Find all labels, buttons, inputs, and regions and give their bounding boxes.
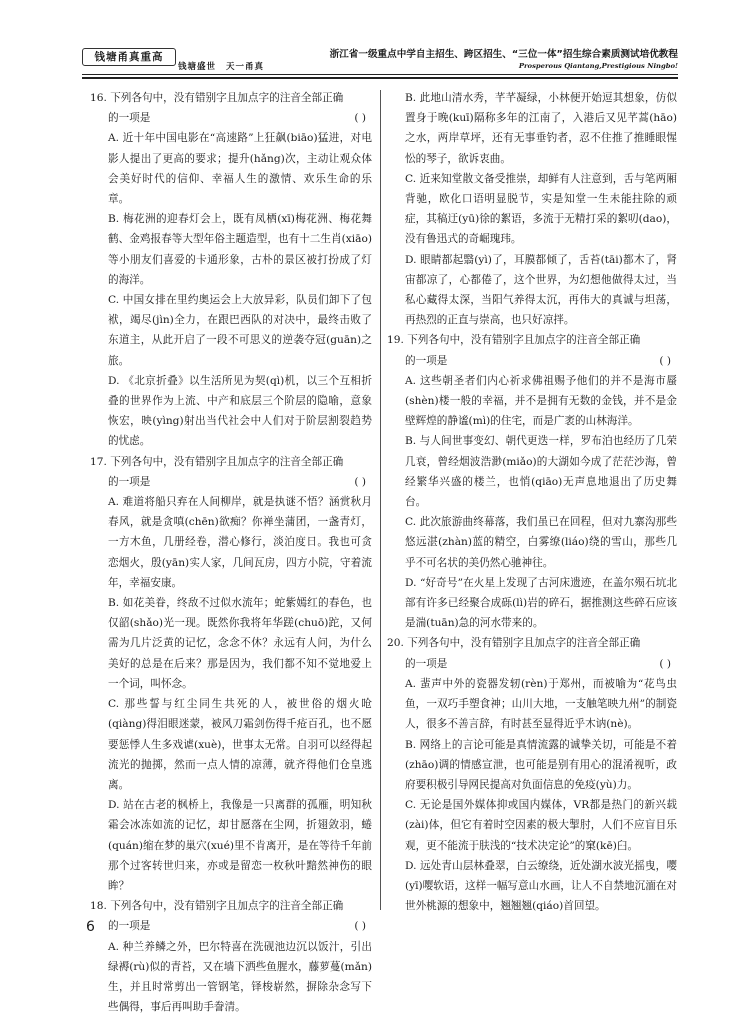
page-header [82, 44, 678, 74]
question-stem-cont: 的一项是 [405, 354, 448, 367]
header-rule-thin [82, 74, 678, 75]
slogan-part-a: 钱塘盛世 [178, 62, 217, 72]
option-b: B. 与人间世事变幻、朝代更迭一样，罗布泊也经历了几荣几衰，曾经烟波浩渺(miǎo)的大湖如今成了茫茫沙海，曾经繁华兴盛的楼兰，也悄(qiāo)无声息地退出了历史舞台。 [405, 435, 677, 509]
option-a: A. 蜚声中外的瓷器发轫(rèn)于郑州，而被喻为“花鸟虫鱼，一双巧手塑食神；山川大地，一支触笔映九州”的制瓷人，很多不善言辞，有时甚至显得近乎木讷(nè)。 [405, 677, 677, 731]
question-20 [387, 633, 677, 916]
question-17 [90, 452, 372, 896]
series-logo: 钱塘甬真重高 [82, 48, 176, 66]
question-stem-cont: 的一项是 [108, 475, 151, 488]
option-a: A. 近十年中国电影在“高速路”上狂飙(biāo)猛进，对电影人提出了更高的要求；提升(hǎng)次，主动让观众体会美好时代的信仰、幸福人生的激情、欢乐生命的乐章。 [108, 132, 372, 206]
option-b: B. 网络上的言论可能是真情流露的诚挚关切，可能是不着(zhāo)调的情感宣泄，也可能是别有用心的混淆视听，政府要积极引导网民提高对负面信息的免疫(yù)力。 [405, 738, 677, 791]
question-stem-cont: 的一项是 [108, 112, 151, 125]
option-a: A. 种兰养鳞之外，巴尔特喜在洗砚池边沉以饭汁，引出绿褥(rù)似的青苔，又在墙下洒些鱼腥水，藤萝蔓(mǎn)生，并且时常剪出一管钢笔，铎梭崭然，摒除杂念写下些偶得，事后再叫助手誊清。 [108, 940, 372, 1014]
option-c: C. 无论是国外媒体抑或国内媒体，VR都是热门的新兴载(zài)体，但它有着时空因素的极大掣肘，人们不应盲目乐观，更不能流于肤浅的“技术决定论”的窠(kē)臼。 [405, 799, 677, 852]
option-a: A. 难道将船只弃在人间柳岸，就是执谜不悟？涵赏秋月春风，就是贪嗔(chēn)欲痴？你禅坐蒲团，一盏青灯，一方木鱼，几册经卷，潜心修行，淡泊度日。我也可贪恋烟火，殷(yān)实人家，几间瓦房，四方小院，守着流年，幸福安康。 [108, 496, 372, 589]
option-b: B. 如花美眷，终敌不过似水流年；蛇紫嫣红的春色，也仅韶(shǎo)光一现。既然你我将年华蹉(chuō)跎，又何需为几片泛黄的记忆，念念不休？永远有人问，为什么美好的总是在后来？那是因为，我们都不知不觉地爱上一个词，叫怀念。 [108, 597, 372, 690]
option-c: C. 中国女排在里约奥运会上大放异彩，队员们卸下了包袱，竭尽(jìn)全力，在跟巴西队的对决中，最终击败了东道主，从此开启了一段不可思义的逆袭夺冠(guān)之旅。 [108, 294, 372, 367]
answer-blank: ( ) [354, 112, 366, 125]
question-stem: 19. 下列各句中，没有错别字且加点字的注音全部正确 [387, 334, 641, 347]
answer-blank: ( ) [354, 475, 366, 488]
question-stem: 20. 下列各句中，没有错别字且加点字的注音全部正确 [387, 637, 641, 650]
series-slogan [178, 60, 264, 72]
option-d: D. “好奇号”在火星上发现了古河床遗迹，在盖尔殒石坑北部有许多已经聚合成砾(lì)岩的碎石，据推测这些碎石应该是湍(tuān)急的河水带来的。 [405, 576, 677, 630]
option-d: D. 《北京折叠》以生活所见为契(qì)机，以三个互相折叠的世界作为上流、中产和底层三个阶层的隐喻，意象恢宏，映(yìng)射出当代社会中人们对于阶层割裂趋势的忧虑。 [108, 374, 372, 448]
column-divider [380, 90, 381, 910]
header-rule-thick [82, 77, 678, 79]
option-a: A. 这些朝圣者们内心祈求佛祖赐予他们的并不是海市蜃(shèn)楼一般的幸福，并不是拥有无数的金钱，并不是金壁辉煌的静谧(mì)的住宅，而是广袤的山林海洋。 [405, 374, 677, 428]
question-18-continued [387, 88, 677, 330]
slogan-part-b: 天一甬真 [226, 62, 265, 72]
answer-blank: ( ) [659, 657, 671, 670]
question-stem: 17. 下列各句中，没有错别字且加点字的注音全部正确 [90, 455, 344, 468]
option-d: D. 站在古老的枫桥上，我像是一只离群的孤雁，明知秋霜会冰冻如流的记忆，却甘愿落在尘网，折翅敛羽，蜷(quán)缩在梦的巢穴(xué)里不肯离开，是在等待千年前那个过客转世归来，亦或是留恋一枚秋叶黯然神伤的眼眸？ [108, 799, 372, 892]
answer-blank: ( ) [659, 354, 671, 367]
option-b: B. 此地山清水秀，芊芊凝绿，小林便开始逗其想象，仿似置身于晚(kuī)隔称多年的江南了，入港后又见芊蒿(hāo)之水，两岸草坪，还有无事垂钓者，忍不住推了推睡眼惺忪的琴子，欲诉衷曲。 [405, 92, 677, 165]
left-column [90, 88, 372, 1017]
question-19 [387, 330, 677, 633]
question-stem: 18. 下列各句中，没有错别字且加点字的注音全部正确 [90, 900, 344, 913]
question-stem-cont: 的一项是 [405, 657, 448, 670]
answer-blank: ( ) [354, 920, 366, 933]
option-c: C. 近来知堂散文备受推崇，却鲜有人注意到，舌与笔两厢背驰，欧化口语明显脱节，实是知堂一生未能拄除的顽症，其稿迂(yū)徐的絮语，多流于无精打采的絮叨(dao)，没有鲁迅式的奇崛瑰玮。 [405, 172, 677, 246]
option-d: D. 眼睛都起翳(yì)了，耳膜都倾了，舌苔(tāi)都木了，肾宙都凉了，心都倦了，这个世界，为幻想他做得太过，当私心藏得太深，当阳气养得太沉，再伟大的真诚与坦荡，再热烈的正直与崇高，也只好凉拌。 [405, 253, 677, 327]
option-b: B. 梅花洲的迎春灯会上，既有凤栖(xī)梅花洲、梅花舞鹤、金鸡报春等大型年俗主题造型，也有十二生肖(xiāo)等小朋友们喜爱的卡通形象，古朴的景区被打扮成了灯的海洋。 [108, 213, 372, 286]
option-c: C. 那些誓与红尘同生共死的人，被世俗的烟火呛(qiàng)得泪眼迷蒙，被风刀霜剑伤得千疮百孔，也不愿要惩悸人生多戏谑(xuè)，世事太无常。自羽可以经得起流光的抛掷，然而一点人情的凉薄，就齐得他们仓皇逃离。 [108, 698, 372, 791]
question-16 [90, 88, 372, 452]
book-subtitle: Prosperous Qiantang,Prestigious Ningbo! [518, 62, 678, 70]
question-stem-cont: 的一项是 [108, 920, 151, 933]
question-stem: 16. 下列各句中，没有错别字且加点字的注音全部正确 [90, 92, 344, 104]
option-c: C. 此次旅游曲终幕落，我们虽已在回程，但对九寨沟那些悠远湛(zhàn)蓝的精空，白雾缭(liáo)绕的雪山，那些几乎不可名状的美仍然心驰神往。 [405, 516, 677, 569]
right-column [387, 88, 677, 916]
page-number: 6 [86, 919, 95, 935]
question-18 [90, 896, 372, 1017]
option-d: D. 远处青山层林叠翠，白云缭绕，近处湖水波光摇曳，嘤(yī)嘤软语，这样一幅写意山水画，让人不自禁地沉湎在对世外桃源的想象中，翘翘翘(qiáo)首回望。 [405, 859, 677, 913]
book-title: 浙江省一级重点中学自主招生、跨区招生、“三位一体”招生综合素质测试培优教程 [329, 49, 678, 60]
